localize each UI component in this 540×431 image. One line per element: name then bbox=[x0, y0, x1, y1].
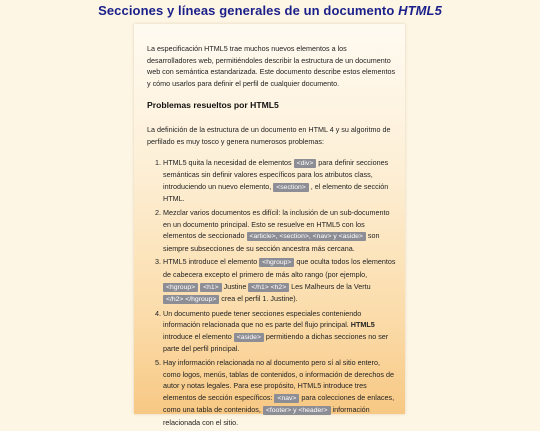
code-tag: </h2> </hgroup> bbox=[163, 295, 219, 304]
item-text: HTML5 quita la necesidad de elementos bbox=[163, 157, 294, 167]
code-tag: <aside> bbox=[234, 333, 264, 342]
item-text: crea el perfil 1. Justine). bbox=[219, 294, 298, 304]
list-item bbox=[163, 308, 397, 355]
bold-text: HTML5 bbox=[350, 320, 375, 330]
code-tag: <h1> bbox=[200, 283, 222, 292]
item-text: que oculta todos los elementos de cabecera excepto el primero de más alto rango (por ejemplo, bbox=[163, 257, 396, 279]
item-text: información relacionada con el sitio. bbox=[163, 405, 370, 428]
item-text: Mezclar varios documentos es difícil: la inclusión de un sub-documento en un documento principal. Esto se resuelve en HTML5 con los elementos de seccionado bbox=[163, 207, 390, 241]
code-tag: <section> bbox=[273, 183, 308, 192]
list-item bbox=[163, 157, 397, 205]
item-text: Un documento puede tener secciones especiales conteniendo información relacionada que no es parte del flujo principal. bbox=[163, 308, 362, 330]
code-tag: <nav> bbox=[274, 394, 299, 403]
item-text: Justine bbox=[221, 281, 249, 291]
intro-paragraph: La especificación HTML5 trae muchos nuevos elementos a los desarrolladores web, permitiéndoles describir la estructura de un documento web con semántica estandarizada. Este documento describe estos elementos y cómo usarlos para definir el perfil de cualquier documento. bbox=[147, 44, 396, 88]
item-text: Hay información relacionada no al documento pero sí al sitio entero, como logos, menús, tablas de contenidos, o información de derechos de autor y notas legales. Para ese propósito, HTML5 introduce tres elementos de sección específicos: bbox=[163, 358, 394, 402]
item-text: para colecciones de enlaces, como una tabla de contenidos, bbox=[163, 392, 395, 415]
item-text: Les Malheurs de la Vertu bbox=[289, 281, 371, 291]
list-item bbox=[163, 256, 397, 305]
item-text: son siempre subsecciones de su sección ancestra más cercana. bbox=[163, 231, 380, 253]
item-text: permitiendo a dichas secciones no ser parte del perfil principal. bbox=[163, 331, 389, 354]
lead-paragraph: La definición de la estructura de un documento en HTML 4 y su algoritmo de perfilado es muy tosco y genera numerosos problemas: bbox=[147, 125, 391, 146]
item-text: HTML5 introduce el elemento bbox=[163, 257, 260, 267]
code-tag: <article>, <section>, <nav> y <aside> bbox=[247, 232, 366, 241]
item-text: , el elemento de sección HTML. bbox=[163, 181, 389, 204]
code-tag: <hgroup> bbox=[163, 283, 198, 292]
content-inner bbox=[147, 43, 397, 431]
page-title bbox=[0, 0, 540, 23]
code-tag: <div> bbox=[294, 159, 317, 168]
page-title-text: Secciones y líneas generales de un documento bbox=[98, 3, 399, 18]
item-text: introduce el elemento bbox=[163, 331, 234, 341]
content-card bbox=[134, 24, 405, 428]
page-title-em: HTML5 bbox=[398, 3, 442, 18]
code-tag: <footer> y <header> bbox=[263, 406, 331, 415]
section-heading: Problemas resueltos por HTML5 bbox=[147, 100, 279, 111]
code-tag: </h1> <h2> bbox=[248, 283, 289, 292]
problems-list bbox=[147, 157, 397, 429]
code-tag: <hgroup> bbox=[259, 258, 294, 267]
item-text: para definir secciones semánticas sin definir valores específicos para los atributos class, introduciendo un nuevo elemento, bbox=[163, 157, 389, 191]
list-item bbox=[163, 357, 397, 429]
list-item bbox=[163, 207, 397, 254]
